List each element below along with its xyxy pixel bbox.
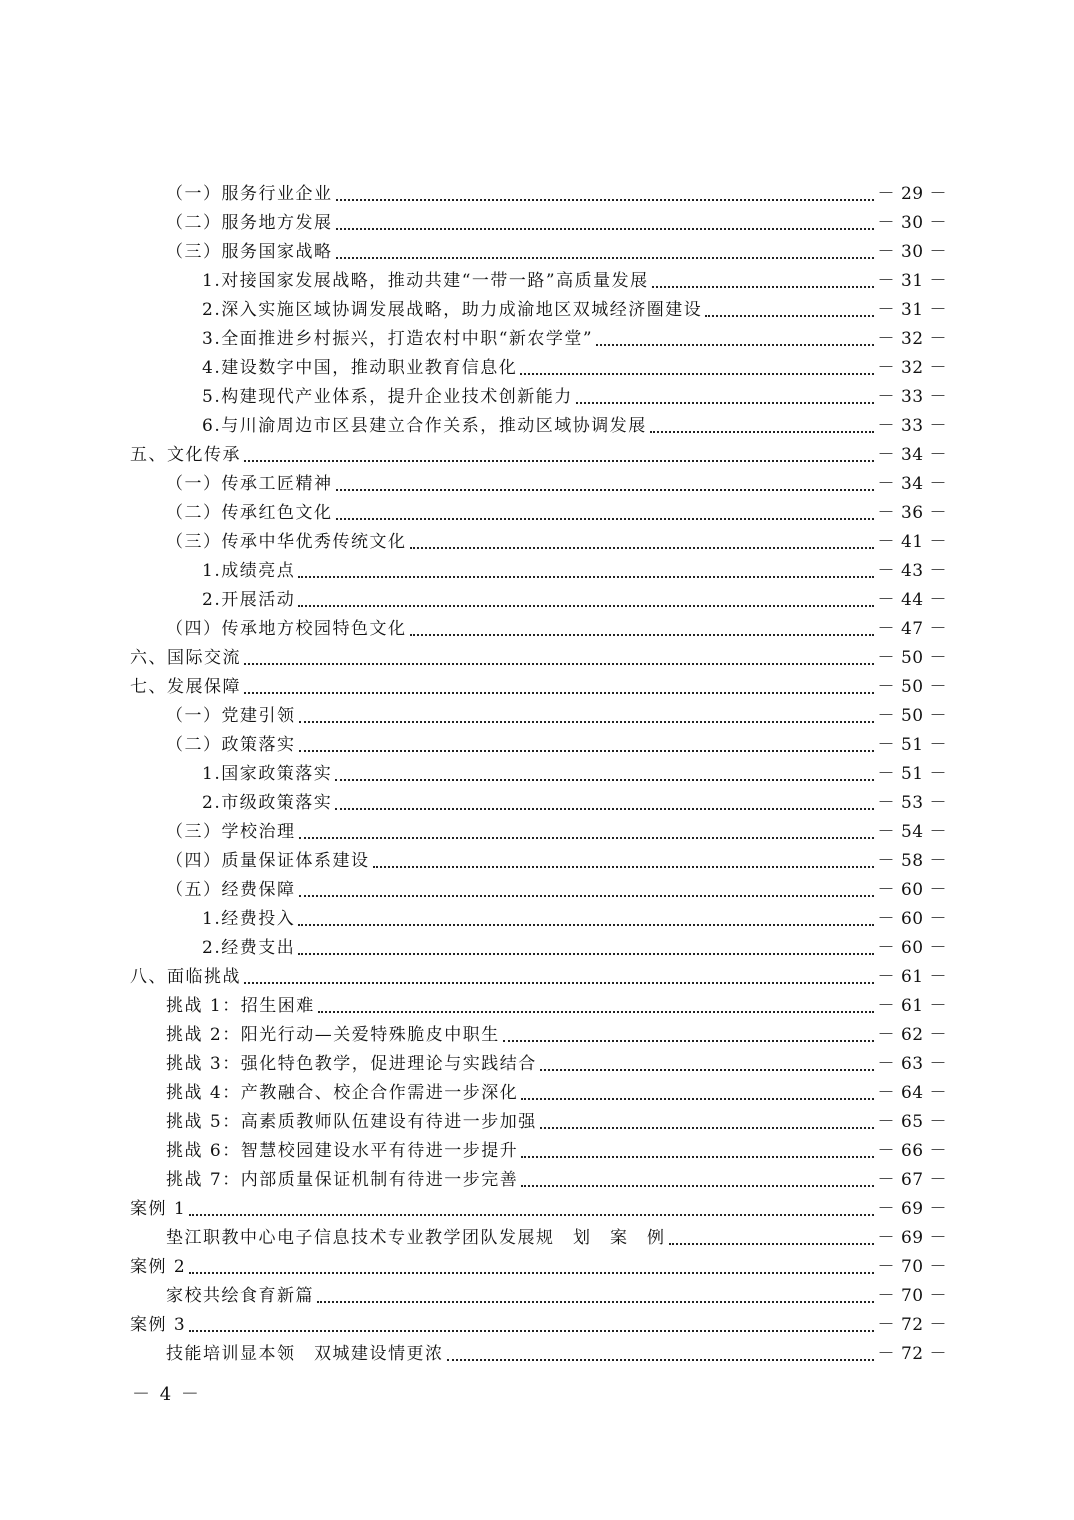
- toc-entry[interactable]: [166, 1050, 947, 1079]
- dot-leader: [503, 1040, 874, 1042]
- dot-leader: [410, 634, 874, 636]
- toc-entry-title: 2.开展活动: [202, 590, 296, 610]
- dot-leader: [521, 1185, 873, 1187]
- dot-leader: [669, 1243, 874, 1245]
- toc-entry-title: 垫江职教中心电子信息技术专业教学团队发展规 划 案 例: [166, 1228, 666, 1248]
- toc-entry-page: － 51 －: [877, 764, 947, 784]
- dot-leader: [540, 1069, 874, 1071]
- page-number: － 4 －: [132, 1384, 201, 1405]
- toc-entry-title: 家校共绘食育新篇: [166, 1286, 314, 1306]
- toc-entry[interactable]: [130, 673, 947, 702]
- toc-entry-page: － 61 －: [877, 996, 947, 1016]
- toc-entry[interactable]: [202, 586, 947, 615]
- toc-entry[interactable]: [166, 209, 947, 238]
- toc-entry-title: 3.全面推进乡村振兴，打造农村中职“新农学堂”: [202, 329, 594, 349]
- dot-leader: [336, 257, 874, 259]
- toc-entry-page: － 70 －: [877, 1257, 947, 1277]
- toc-entry-title: 挑战 7：内部质量保证机制有待进一步完善: [166, 1170, 519, 1190]
- toc-entry[interactable]: [202, 760, 947, 789]
- toc-entry[interactable]: [202, 557, 947, 586]
- toc-entry[interactable]: [202, 905, 947, 934]
- toc-entry-title: 挑战 3：强化特色教学，促进理论与实践结合: [166, 1054, 537, 1074]
- dot-leader: [244, 663, 874, 665]
- toc-entry-title: 4.建设数字中国，推动职业教育信息化: [202, 358, 518, 378]
- toc-entry-title: 技能培训显本领 双城建设情更浓: [166, 1344, 444, 1364]
- toc-entry[interactable]: [202, 325, 947, 354]
- dot-leader: [410, 547, 874, 549]
- toc-entry[interactable]: [166, 876, 947, 905]
- dot-leader: [335, 808, 873, 810]
- toc-entry-page: － 63 －: [877, 1054, 947, 1074]
- toc-entry[interactable]: [130, 1311, 947, 1340]
- dot-leader: [336, 518, 874, 520]
- toc-entry[interactable]: [166, 992, 947, 1021]
- toc-entry-title: 5.构建现代产业体系，提升企业技术创新能力: [202, 387, 573, 407]
- toc-entry-title: （三）服务国家战略: [166, 242, 333, 262]
- toc-entry-page: － 30 －: [877, 213, 947, 233]
- toc-entry-page: － 41 －: [877, 532, 947, 552]
- toc-entry[interactable]: [166, 499, 947, 528]
- toc-entry[interactable]: [166, 1137, 947, 1166]
- toc-entry[interactable]: [166, 615, 947, 644]
- toc-entry-title: 挑战 5：高素质教师队伍建设有待进一步加强: [166, 1112, 537, 1132]
- toc-entry-title: 挑战 6：智慧校园建设水平有待进一步提升: [166, 1141, 519, 1161]
- toc-entry-page: － 47 －: [877, 619, 947, 639]
- dot-leader: [318, 1011, 874, 1013]
- dot-leader: [298, 576, 873, 578]
- toc-entry-title: 6.与川渝周边市区县建立合作关系，推动区域协调发展: [202, 416, 647, 436]
- toc-entry-page: － 50 －: [877, 706, 947, 726]
- toc-entry[interactable]: [166, 1224, 947, 1253]
- toc-entry[interactable]: [130, 644, 947, 673]
- toc-entry-title: 挑战 4：产教融合、校企合作需进一步深化: [166, 1083, 519, 1103]
- toc-entry-page: － 44 －: [877, 590, 947, 610]
- dot-leader: [520, 373, 873, 375]
- dot-leader: [189, 1272, 873, 1274]
- dot-leader: [336, 199, 874, 201]
- toc-entry-page: － 32 －: [877, 329, 947, 349]
- toc-entry-title: 2.市级政策落实: [202, 793, 333, 813]
- toc-entry-title: 2.经费支出: [202, 938, 296, 958]
- toc-entry[interactable]: [166, 528, 947, 557]
- toc-entry-page: － 67 －: [877, 1170, 947, 1190]
- toc-entry-page: － 60 －: [877, 909, 947, 929]
- toc-entry-title: 挑战 2：阳光行动—关爱特殊脆皮中职生: [166, 1025, 500, 1045]
- toc-entry-page: － 70 －: [877, 1286, 947, 1306]
- toc-entry-title: （四）质量保证体系建设: [166, 851, 370, 871]
- toc-entry-page: － 72 －: [877, 1315, 947, 1335]
- toc-entry-title: 1.经费投入: [202, 909, 296, 929]
- toc-entry-title: （二）传承红色文化: [166, 503, 333, 523]
- toc-entry-page: － 60 －: [877, 880, 947, 900]
- toc-entry-title: 1.成绩亮点: [202, 561, 296, 581]
- toc-entry[interactable]: [166, 1108, 947, 1137]
- toc-entry[interactable]: [166, 1021, 947, 1050]
- toc-entry[interactable]: [166, 180, 947, 209]
- dot-leader: [521, 1156, 873, 1158]
- toc-entry-title: 案例 1: [130, 1199, 187, 1219]
- toc-entry-title: （三）学校治理: [166, 822, 296, 842]
- dot-leader: [540, 1127, 874, 1129]
- toc-entry[interactable]: [130, 1253, 947, 1282]
- toc-entry-page: － 60 －: [877, 938, 947, 958]
- toc-entry[interactable]: [166, 470, 947, 499]
- toc-entry-title: （五）经费保障: [166, 880, 296, 900]
- toc-entry-title: （一）服务行业企业: [166, 184, 333, 204]
- dot-leader: [244, 692, 874, 694]
- toc-entry-page: － 53 －: [877, 793, 947, 813]
- toc-entry-title: （二）服务地方发展: [166, 213, 333, 233]
- dot-leader: [447, 1359, 874, 1361]
- dot-leader: [705, 315, 873, 317]
- toc-entry-title: 六、国际交流: [130, 648, 241, 668]
- toc-entry[interactable]: [130, 963, 947, 992]
- toc-entry-page: － 51 －: [877, 735, 947, 755]
- toc-entry[interactable]: [166, 818, 947, 847]
- toc-entry-page: － 66 －: [877, 1141, 947, 1161]
- toc-entry-page: － 50 －: [877, 648, 947, 668]
- toc-entry[interactable]: [202, 354, 947, 383]
- dot-leader: [244, 460, 874, 462]
- toc-entry-page: － 61 －: [877, 967, 947, 987]
- toc-entry-title: （一）传承工匠精神: [166, 474, 333, 494]
- toc-entry-title: （三）传承中华优秀传统文化: [166, 532, 407, 552]
- dot-leader: [298, 605, 873, 607]
- toc-entry-page: － 36 －: [877, 503, 947, 523]
- toc-entry-page: － 33 －: [877, 416, 947, 436]
- dot-leader: [652, 286, 874, 288]
- toc-entry-page: － 32 －: [877, 358, 947, 378]
- dot-leader: [299, 837, 874, 839]
- toc-entry-page: － 50 －: [877, 677, 947, 697]
- toc-entry-page: － 72 －: [877, 1344, 947, 1364]
- toc-entry-title: 挑战 1：招生困难: [166, 996, 315, 1016]
- toc-entry-page: － 34 －: [877, 474, 947, 494]
- toc-entry[interactable]: [166, 702, 947, 731]
- dot-leader: [596, 344, 873, 346]
- toc-entry-page: － 65 －: [877, 1112, 947, 1132]
- toc-entry-title: （一）党建引领: [166, 706, 296, 726]
- dot-leader: [650, 431, 874, 433]
- toc-entry[interactable]: [166, 731, 947, 760]
- toc-entry-title: （四）传承地方校园特色文化: [166, 619, 407, 639]
- toc-entry-title: 案例 3: [130, 1315, 187, 1335]
- dot-leader: [299, 721, 874, 723]
- toc-entry[interactable]: [130, 441, 947, 470]
- toc-entry[interactable]: [166, 847, 947, 876]
- toc-entry-page: － 33 －: [877, 387, 947, 407]
- toc-entry[interactable]: [166, 1282, 947, 1311]
- toc-entry[interactable]: [166, 1340, 947, 1369]
- dot-leader: [298, 924, 873, 926]
- toc-entry-page: － 64 －: [877, 1083, 947, 1103]
- toc-entry-page: － 34 －: [877, 445, 947, 465]
- dot-leader: [576, 402, 874, 404]
- toc-entry-page: － 69 －: [877, 1228, 947, 1248]
- dot-leader: [244, 982, 874, 984]
- toc-entry[interactable]: [130, 1195, 947, 1224]
- toc-entry-page: － 30 －: [877, 242, 947, 262]
- dot-leader: [521, 1098, 873, 1100]
- toc-entry[interactable]: [202, 934, 947, 963]
- toc-entry-title: （二）政策落实: [166, 735, 296, 755]
- toc-entry-page: － 43 －: [877, 561, 947, 581]
- toc-entry-title: 2.深入实施区域协调发展战略，助力成渝地区双城经济圈建设: [202, 300, 703, 320]
- toc-entry-page: － 62 －: [877, 1025, 947, 1045]
- toc-entry-page: － 58 －: [877, 851, 947, 871]
- toc-entry-title: 八、面临挑战: [130, 967, 241, 987]
- dot-leader: [189, 1214, 873, 1216]
- dot-leader: [317, 1301, 874, 1303]
- dot-leader: [298, 953, 873, 955]
- toc-entry-title: 1.对接国家发展战略，推动共建“一带一路”高质量发展: [202, 271, 649, 291]
- dot-leader: [336, 489, 874, 491]
- dot-leader: [299, 895, 874, 897]
- toc-entry-title: 七、发展保障: [130, 677, 241, 697]
- toc-entry[interactable]: [202, 412, 947, 441]
- toc-entry-page: － 31 －: [877, 300, 947, 320]
- toc-entry[interactable]: [166, 238, 947, 267]
- toc-entry[interactable]: [202, 296, 947, 325]
- toc-entry-page: － 69 －: [877, 1199, 947, 1219]
- dot-leader: [299, 750, 874, 752]
- toc-entry-page: － 31 －: [877, 271, 947, 291]
- toc-entry[interactable]: [202, 383, 947, 412]
- toc-entry[interactable]: [202, 789, 947, 818]
- dot-leader: [189, 1330, 873, 1332]
- dot-leader: [373, 866, 874, 868]
- toc-entry-page: － 54 －: [877, 822, 947, 842]
- dot-leader: [336, 228, 874, 230]
- toc-entry[interactable]: [166, 1079, 947, 1108]
- toc-entry-title: 1.国家政策落实: [202, 764, 333, 784]
- toc-entry-title: 五、文化传承: [130, 445, 241, 465]
- toc-entry[interactable]: [202, 267, 947, 296]
- toc-entry-page: － 29 －: [877, 184, 947, 204]
- toc-entry[interactable]: [166, 1166, 947, 1195]
- toc-entry-title: 案例 2: [130, 1257, 187, 1277]
- dot-leader: [335, 779, 873, 781]
